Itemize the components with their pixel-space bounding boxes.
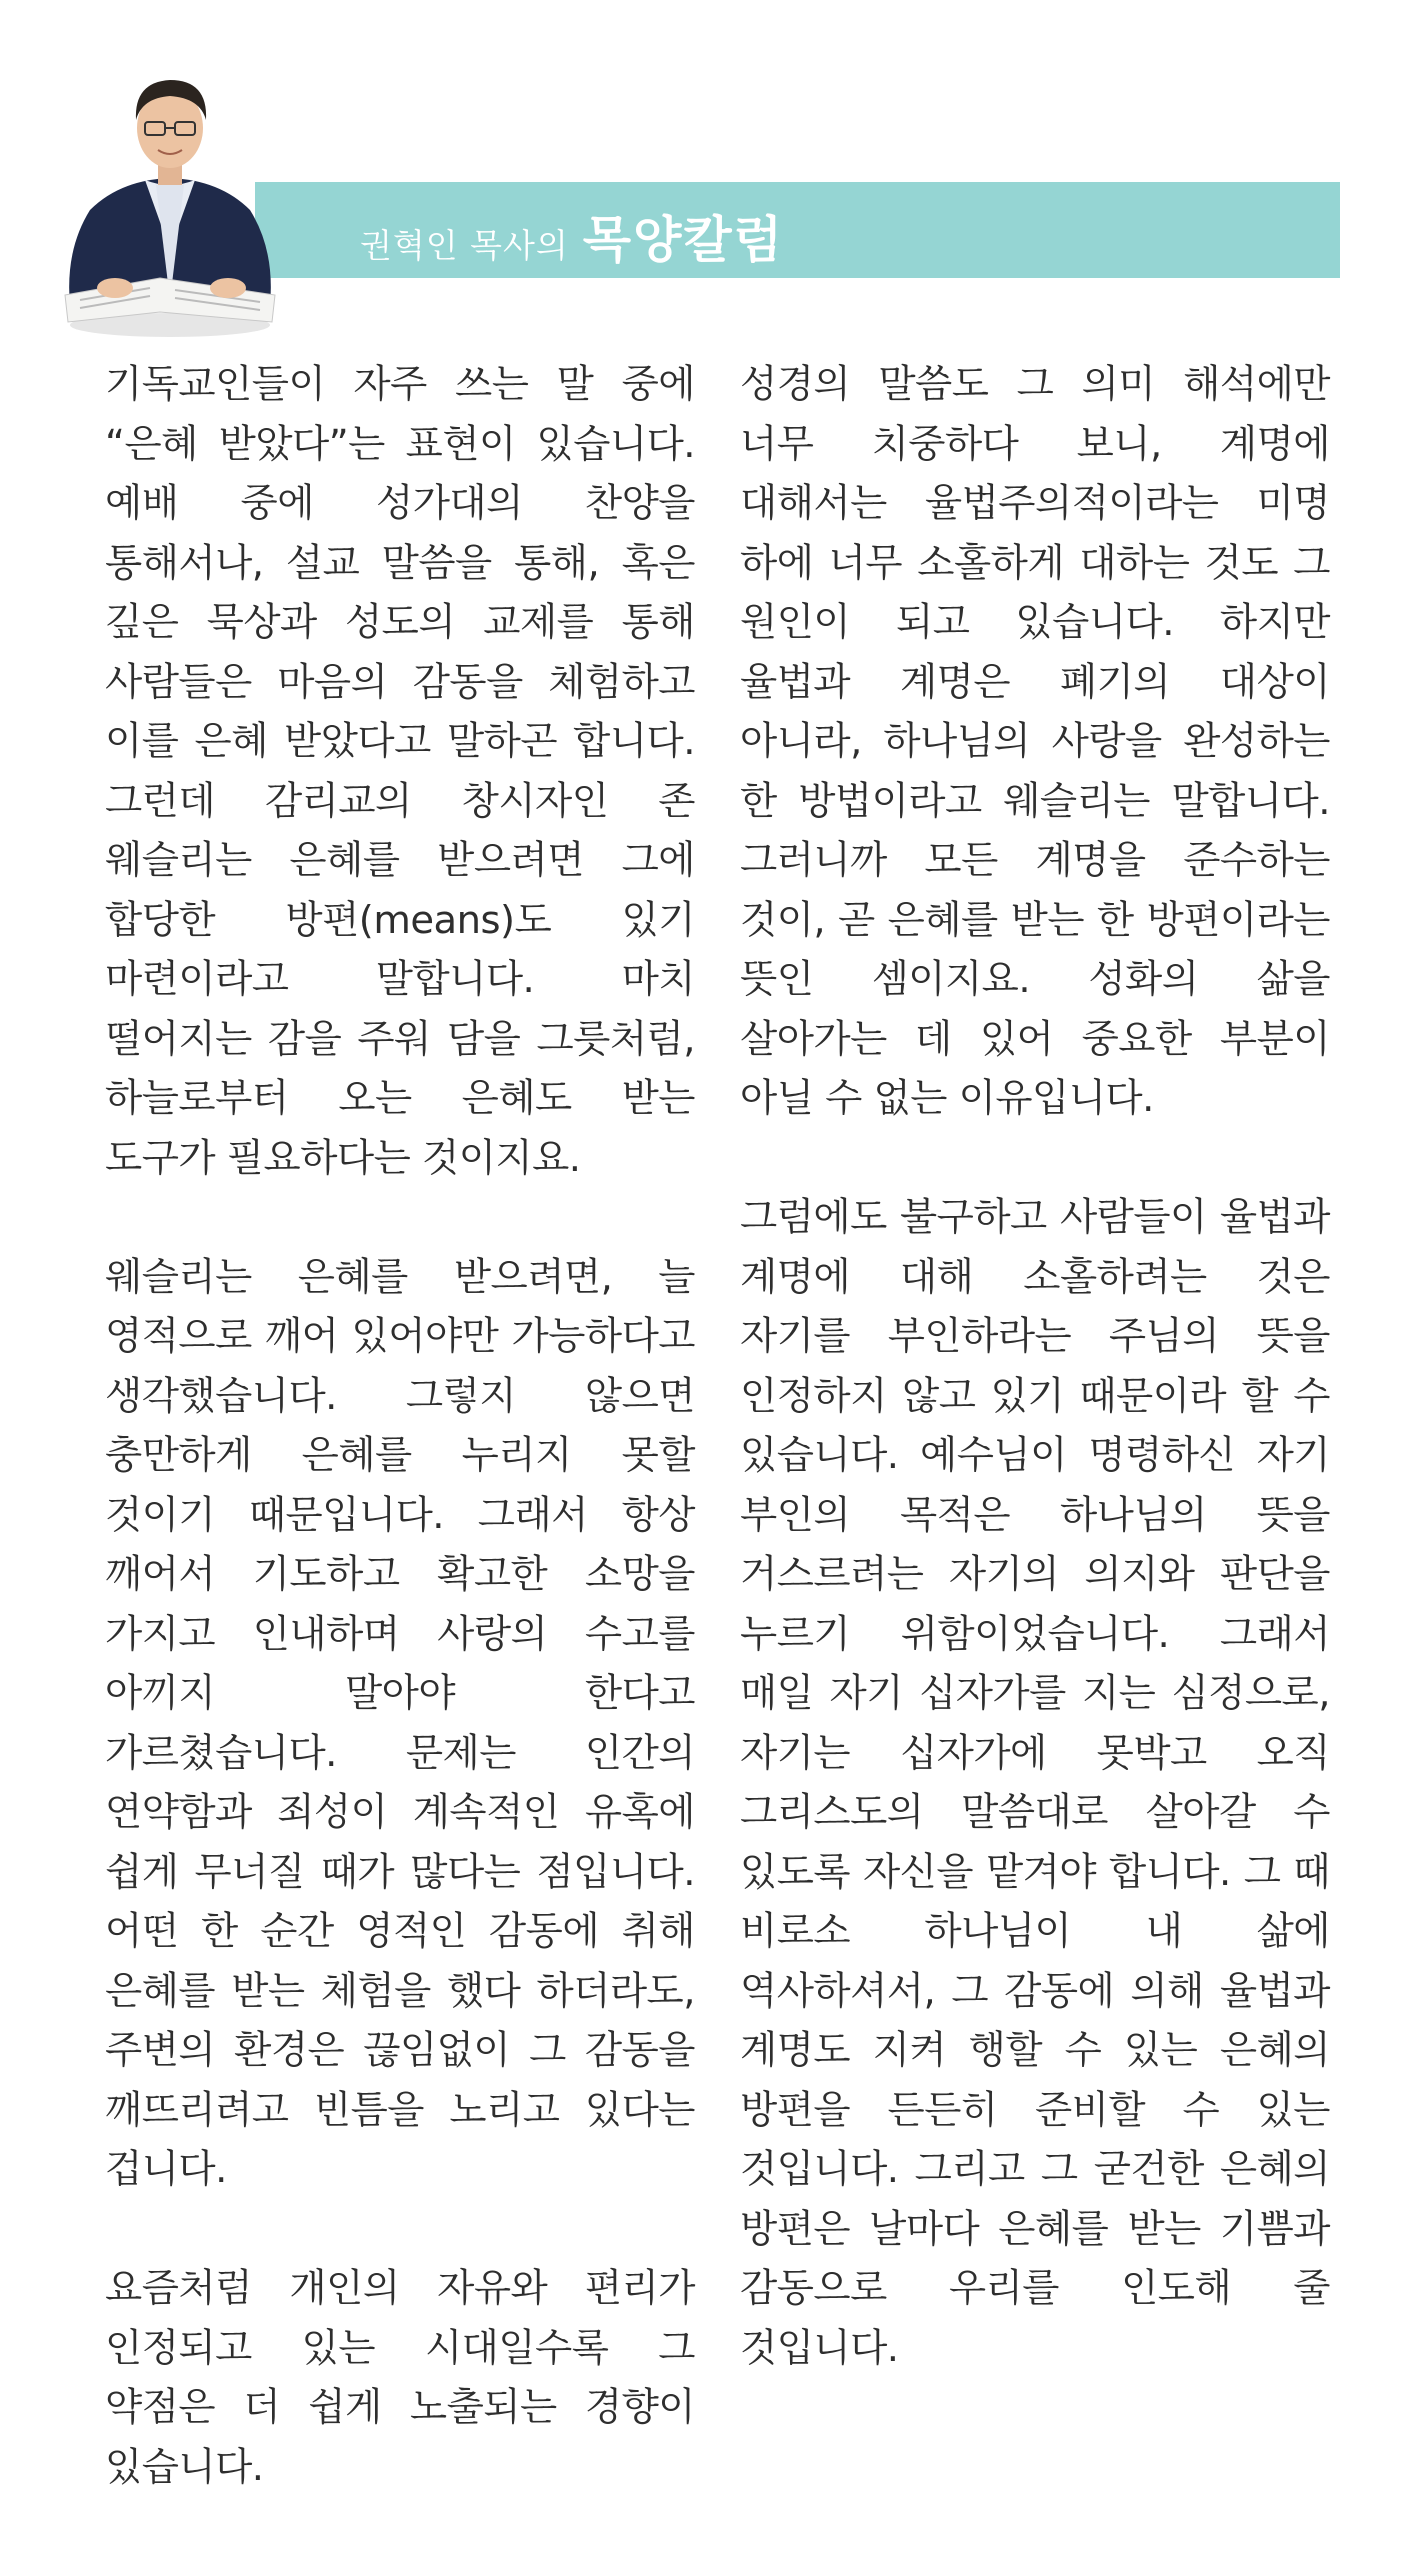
paragraph: 성경의 말씀도 그 의미 해석에만 너무 치중하다 보니, 계명에 대해서는 율법주의적이라는 미명 하에 너무 소홀하게 대하는 것도 그 원인이 되고 있습니다. 하지만 율법과 계명은 폐기의 대상이 아니라, 하나님의 사랑을 완성하는 한 방법이라고 웨슬리는 말합니다. 그러니까 모든 계명을 준수하는 것이, 곧 은혜를 받는 한 방편이라는 뜻인 셈이지요. 성화의 삶을 살아가는 데 있어 중요한 부분이 아닐 수 없는 이유입니다.: [740, 362, 1330, 1121]
column-left: [105, 355, 695, 2497]
column-title-prefix: 권혁인 목사의: [360, 226, 569, 265]
column-title-main: 목양칼럼: [582, 211, 784, 269]
pastor-portrait-reading-icon: [60, 50, 280, 340]
paragraph: 웨슬리는 은혜를 받으려면, 늘 영적으로 깨어 있어야만 가능하다고 생각했습니다. 그렇지 않으면 충만하게 은혜를 누리지 못할 것이기 때문입니다. 그래서 항상 깨어서 기도하고 확고한 소망을 가지고 인내하며 사랑의 수고를 아끼지 말아야 한다고 가르쳤습니다. 문제는 인간의 연약함과 죄성이 계속적인 유혹에 쉽게 무너질 때가 많다는 점입니다. 어떤 한 순간 영적인 감동에 취해 은혜를 받는 체험을 했다 하더라도, 주변의 환경은 끊임없이 그 감동을 깨뜨리려고 빈틈을 노리고 있다는 겁니다.: [105, 1254, 695, 2192]
paragraph: 요즘처럼 개인의 자유와 편리가 인정되고 있는 시대일수록 그 약점은 더 쉽게 노출되는 경향이 있습니다.: [105, 2266, 695, 2490]
column-title: [360, 200, 784, 270]
paragraph: 기독교인들이 자주 쓰는 말 중에 “은혜 받았다”는 표현이 있습니다. 예배 중에 성가대의 찬양을 통해서나, 설교 말씀을 통해, 혹은 깊은 묵상과 성도의 교제를 통해 사람들은 마음의 감동을 체험하고 이를 은혜 받았다고 말하곤 합니다. 그런데 감리교의 창시자인 존 웨슬리는 은혜를 받으려면 그에 합당한 방편(means)도 있기 마련이라고 말합니다. 마치 떨어지는 감을 주워 담을 그릇처럼, 하늘로부터 오는 은혜도 받는 도구가 필요하다는 것이지요.: [105, 362, 695, 1181]
paragraph: 그럼에도 불구하고 사람들이 율법과 계명에 대해 소홀하려는 것은 자기를 부인하라는 주님의 뜻을 인정하지 않고 있기 때문이라 할 수 있습니다. 예수님이 명령하신 자기 부인의 목적은 하나님의 뜻을 거스르려는 자기의 의지와 판단을 누르기 위함이었습니다. 그래서 매일 자기 십자가를 지는 심정으로, 자기는 십자가에 못박고 오직 그리스도의 말씀대로 살아갈 수 있도록 자신을 맡겨야 합니다. 그 때 비로소 하나님이 내 삶에 역사하셔서, 그 감동에 의해 율법과 계명도 지켜 행할 수 있는 은혜의 방편을 든든히 준비할 수 있는 것입니다. 그리고 그 굳건한 은혜의 방편은 날마다 은혜를 받는 기쁨과 감동으로 우리를 인도해 줄 것입니다.: [740, 1195, 1330, 2371]
column-right: [740, 355, 1330, 2378]
